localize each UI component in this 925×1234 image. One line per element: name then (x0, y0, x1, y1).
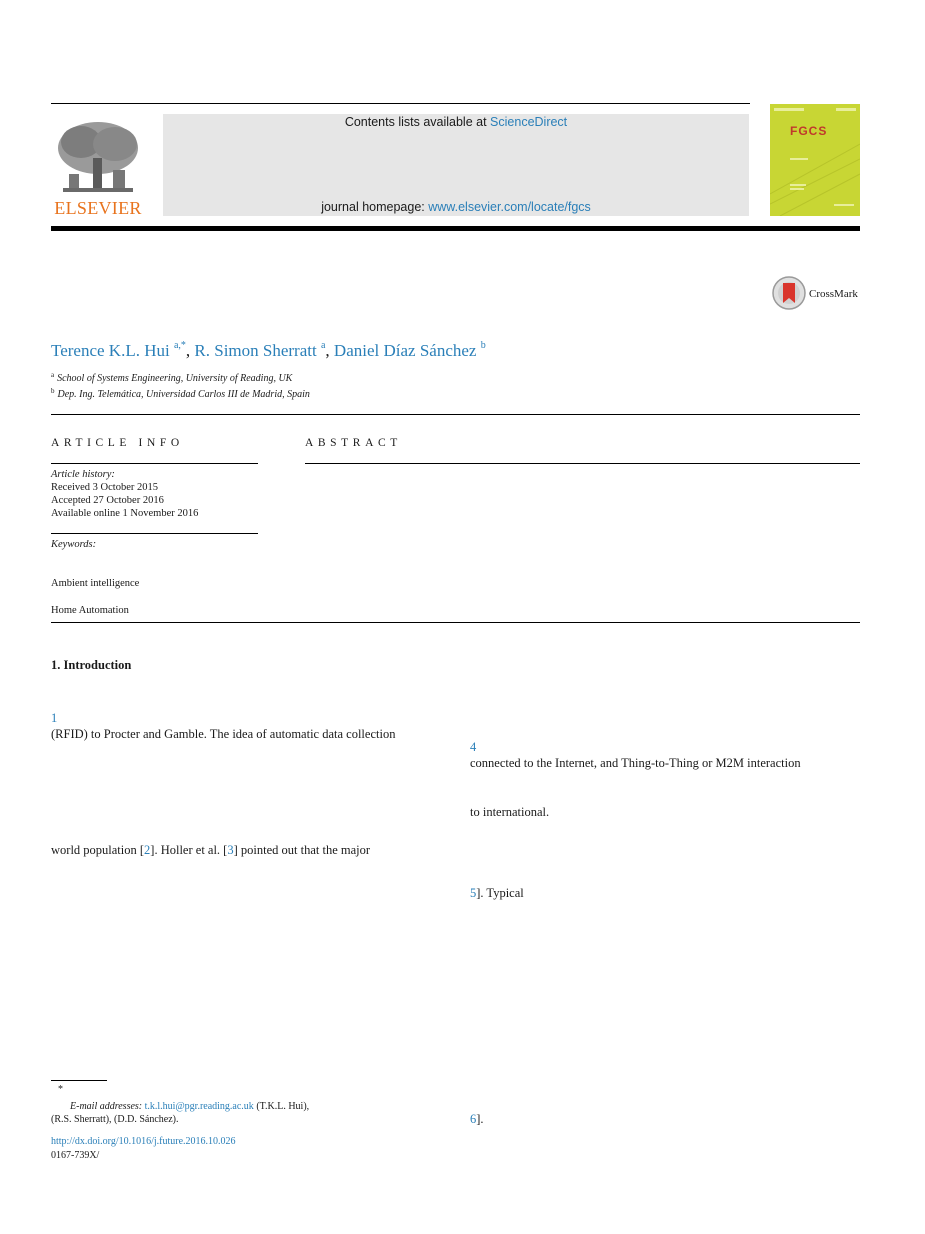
email-label: E-mail addresses: (70, 1101, 143, 1112)
author-affiliation-mark: a (320, 340, 326, 351)
keyword-item: Home Automation (51, 605, 129, 616)
section-heading-introduction: 1. Introduction (51, 658, 132, 672)
sciencedirect-link[interactable]: ScienceDirect (490, 115, 568, 129)
author-name[interactable]: R. Simon Sherratt (194, 341, 317, 360)
front-matter-divider (51, 622, 860, 623)
affiliation-mark: b (51, 387, 55, 395)
text-segment: ]. (476, 1112, 484, 1126)
cover-art (770, 104, 860, 216)
intro-right-line-4 (470, 1112, 484, 1127)
authors-divider (51, 414, 860, 415)
homepage-line (163, 200, 749, 214)
affiliation-mark: a (51, 371, 55, 379)
reference-link[interactable]: 1 (51, 711, 58, 725)
email-owner: (T.K.L. Hui), (256, 1101, 310, 1112)
keyword-item: Ambient intelligence (51, 578, 140, 589)
reference-link[interactable]: 5 (470, 886, 477, 900)
affiliation-b (51, 387, 310, 400)
intro-left-line-2 (51, 843, 370, 858)
contents-line (163, 115, 749, 129)
header-thick-rule (51, 226, 860, 231)
reference-link[interactable]: 2 (144, 843, 151, 857)
footnote-star: * (58, 1084, 63, 1095)
history-accepted: Accepted 27 October 2016 (51, 495, 164, 506)
intro-right-line-1: connected to the Internet, and Thing-to-Thing or M2M interaction (470, 756, 801, 770)
article-info-rule (51, 463, 258, 464)
publisher-wordmark: ELSEVIER (54, 198, 142, 218)
intro-right-line-2: to international. (470, 805, 550, 819)
crossmark-icon[interactable] (772, 276, 806, 310)
contents-prefix: Contents lists available at (344, 115, 487, 129)
text-segment: ] pointed out that the major (233, 843, 371, 857)
issn: 0167-739X/ (51, 1150, 100, 1161)
text-segment: world population [ (51, 843, 145, 857)
author-name[interactable]: Terence K.L. Hui (51, 341, 170, 360)
cover-title: FGCS (790, 124, 828, 138)
journal-homepage-link[interactable]: www.elsevier.com/locate/fgcs (428, 200, 591, 214)
author-name[interactable]: Daniel Díaz Sánchez (333, 341, 477, 360)
intro-right-line-3 (470, 886, 524, 901)
email-link[interactable]: t.k.l.hui@pgr.reading.ac.uk (144, 1101, 254, 1112)
history-online: Available online 1 November 2016 (51, 508, 199, 519)
history-received: Received 3 October 2015 (51, 482, 159, 493)
abstract-rule (305, 463, 860, 464)
article-info-heading: ARTICLE INFO (51, 437, 184, 449)
author-affiliation-mark: b (480, 340, 486, 351)
affiliation-text: School of Systems Engineering, University of Reading, UK (57, 373, 293, 384)
footnote-line-2: (R.S. Sherratt), (D.D. Sánchez). (51, 1114, 179, 1125)
reference-link[interactable]: 6 (470, 1112, 477, 1126)
author-list: Terence K.L. Hui $^{a,*}$, R. Simon Sherratt $^a$, Daniel Díaz Sánchez $^b$ (51, 340, 486, 360)
footnote-email-line (70, 1101, 309, 1112)
reference-link[interactable]: 3 (227, 843, 234, 857)
affiliation-text: Dep. Ing. Telemática, Universidad Carlos III de Madrid, Spain (57, 389, 310, 400)
doi-link[interactable]: http://dx.doi.org/10.1016/j.future.2016.10.026 (51, 1136, 236, 1147)
text-segment: ]. Holler et al. [ (150, 843, 228, 857)
abstract-heading: ABSTRACT (305, 437, 402, 449)
intro-left-line-1: (RFID) to Procter and Gamble. The idea of automatic data collection (51, 727, 396, 741)
author-affiliation-mark: a,* (173, 340, 186, 351)
keywords-rule (51, 533, 258, 534)
reference-link[interactable]: 4 (470, 740, 477, 754)
crossmark-label: CrossMark (809, 288, 858, 300)
header-top-rule (51, 103, 750, 104)
text-segment: ]. Typical (476, 886, 524, 900)
journal-cover-thumbnail (770, 104, 860, 216)
homepage-prefix: journal homepage: (321, 200, 425, 214)
affiliation-a (51, 371, 292, 384)
article-history-label: Article history: (51, 469, 115, 480)
footnote-rule (51, 1080, 107, 1081)
keywords-label: Keywords: (51, 539, 97, 550)
